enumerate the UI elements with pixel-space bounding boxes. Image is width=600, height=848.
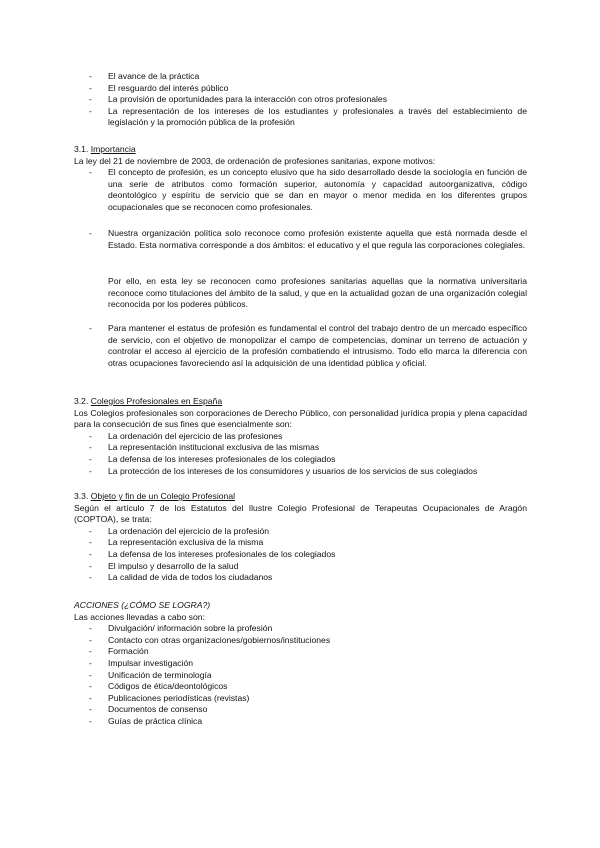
section-title: Objeto y fin de un Colegio Profesional (90, 491, 236, 501)
list-item-text: El avance de la práctica (108, 71, 200, 81)
section-heading: 3.1. Importancia (74, 144, 136, 154)
list-item-text: La defensa de los intereses profesionales de los colegiados (108, 548, 336, 559)
list-item-text: Contacto con otras organizaciones/gobiernos/instituciones (108, 634, 331, 645)
bullet-dash: - (89, 442, 92, 453)
list-item-text: La representación institucional exclusiva de las mismas (108, 442, 320, 453)
list-item (0, 454, 600, 466)
list-item-text: Nuestra organización política solo reconoce como profesión existente aquella que está normada desde el Estado. Esta normativa corresponde a dos ámbitos: el educativo y el que regula las corporaciones colegiales. (108, 228, 527, 250)
list-item-text: Divulgación/ información sobre la profesión (108, 623, 273, 634)
list-item (0, 693, 600, 705)
section-3-1-item2-cont (0, 276, 600, 311)
bullet-dash: - (89, 105, 92, 116)
list-item (0, 572, 600, 584)
list-item (0, 83, 600, 95)
section-title: Importancia (90, 144, 136, 154)
section-3-1-item3 (0, 323, 600, 369)
list-item-text: Documentos de consenso (108, 704, 208, 715)
section-3-1-item2 (0, 228, 600, 251)
list-item (0, 431, 600, 443)
bullet-dash: - (89, 623, 92, 634)
bullet-dash: - (89, 548, 92, 559)
list-item-text: Guías de práctica clínica (108, 715, 203, 726)
list-item-text: Formación (108, 646, 149, 657)
list-item-text: Códigos de ética/deontológicos (108, 681, 228, 692)
list-item (0, 646, 600, 658)
list-item (0, 658, 600, 670)
bullet-dash: - (89, 453, 92, 464)
list-item (0, 466, 600, 478)
list-item (0, 549, 600, 561)
list-item (0, 561, 600, 573)
list-item (0, 537, 600, 549)
list-item-text: La provisión de oportunidades para la interacción con otros profesionales (108, 94, 387, 105)
section-heading: 3.3. Objeto y fin de un Colegio Profesional (74, 491, 236, 501)
bullet-dash: - (89, 704, 92, 715)
list-item (0, 71, 600, 83)
list-item-text: El concepto de profesión, es un concepto elusivo que ha sido desarrollado desde la sociología en función de una serie de atributos como formación superior, autonomía y capacidad autoorganizativa, código deontológico y espíritu de servicio que se dan en mayor o menor medida en los diferentes grupos ocupacionales que se reconocen como profesionales. (108, 167, 527, 212)
list-item-text: La ordenación del ejercicio de las profesiones (108, 430, 283, 441)
list-item (0, 716, 600, 728)
list-item-text: La representación de los intereses de los estudiantes y profesionales a través del establecimiento de legislación y la promoción pública de la profesión (108, 105, 527, 128)
list-item (0, 635, 600, 647)
section-intro: Las acciones llevadas a cabo son: (74, 611, 205, 622)
list-item (0, 323, 600, 369)
section-heading: 3.2. Colegios Profesionales en España (74, 396, 223, 406)
section-acciones (0, 600, 600, 728)
bullet-dash: - (89, 657, 92, 668)
list-item-text: Impulsar investigación (108, 657, 194, 668)
bullet-dash: - (89, 323, 92, 333)
bullet-dash: - (89, 430, 92, 441)
section-3-2 (0, 396, 600, 477)
bullet-dash: - (89, 572, 92, 583)
list-item-text: La representación exclusiva de la misma (108, 537, 264, 548)
bullet-dash: - (89, 537, 92, 548)
bullet-dash: - (89, 525, 92, 536)
list-item (0, 670, 600, 682)
section-title: ACCIONES (¿CÓMO SE LOGRA?) (74, 600, 211, 610)
bullet-dash: - (89, 71, 92, 81)
bullet-dash: - (89, 681, 92, 692)
list-item (0, 442, 600, 454)
list-item-text: El resguardo del interés público (108, 82, 229, 93)
top-list (0, 71, 600, 129)
bullet-dash: - (89, 228, 92, 238)
bullet-dash: - (89, 167, 92, 178)
list-item-text: El impulso y desarrollo de la salud (108, 560, 239, 571)
list-item (0, 681, 600, 693)
bullet-dash: - (89, 669, 92, 680)
list-item (0, 526, 600, 538)
section-3-1 (0, 144, 600, 214)
list-item (0, 228, 600, 251)
bullet-dash: - (89, 94, 92, 105)
bullet-dash: - (89, 634, 92, 645)
section-title: Colegios Profesionales en España (90, 396, 223, 406)
bullet-dash: - (89, 646, 92, 657)
bullet-dash: - (89, 82, 92, 93)
bullet-dash: - (89, 715, 92, 726)
list-item-text: La defensa de los intereses profesionales de los colegiados (108, 453, 336, 464)
list-item-text: Para mantener el estatus de profesión es fundamental el control del trabajo dentro de un mercado específico de servicio, con el objetivo de monopolizar el campo de competencias, dominar un terreno de actuación y controlar el acceso al ejercicio de la profesión combatiendo el intrusismo. Todo ello marca la diferencia con otras ocupaciones favoreciendo así la adquisición de una identidad pública y oficial. (108, 323, 527, 368)
bullet-dash: - (89, 465, 92, 476)
list-item (0, 623, 600, 635)
section-intro: Según el artículo 7 de los Estatutos del Ilustre Colegio Profesional de Terapeutas Ocupacionales de Aragón (COPTOA), se trata: (74, 502, 527, 525)
section-intro: La ley del 21 de noviembre de 2003, de ordenación de profesiones sanitarias, expone motivos: (74, 155, 436, 166)
bullet-dash: - (89, 560, 92, 571)
list-item-text: La ordenación del ejercicio de la profesión (108, 525, 269, 536)
list-item-continuation: Por ello, en esta ley se reconocen como profesiones sanitarias aquellas que la normativa universitaria reconoce como titulaciones del ámbito de la salud, y que en la actualidad gozan de una organización colegial reconocida por los poderes públicos. (108, 276, 527, 310)
list-item-text: La protección de los intereses de los consumidores y usuarios de los servicios de sus colegiados (108, 465, 478, 476)
list-item-text: La calidad de vida de todos los ciudadanos (108, 572, 273, 583)
list-item (0, 704, 600, 716)
list-item-text: Unificación de terminología (108, 669, 212, 680)
list-item (0, 106, 600, 129)
list-item (0, 167, 600, 213)
list-item (0, 94, 600, 106)
bullet-dash: - (89, 692, 92, 703)
list-item-text: Publicaciones periodísticas (revistas) (108, 692, 250, 703)
section-3-3 (0, 491, 600, 584)
section-intro: Los Colegios profesionales son corporaciones de Derecho Público, con personalidad jurídica propia y plena capacidad para la consecución de sus fines que esencialmente son: (74, 407, 527, 430)
